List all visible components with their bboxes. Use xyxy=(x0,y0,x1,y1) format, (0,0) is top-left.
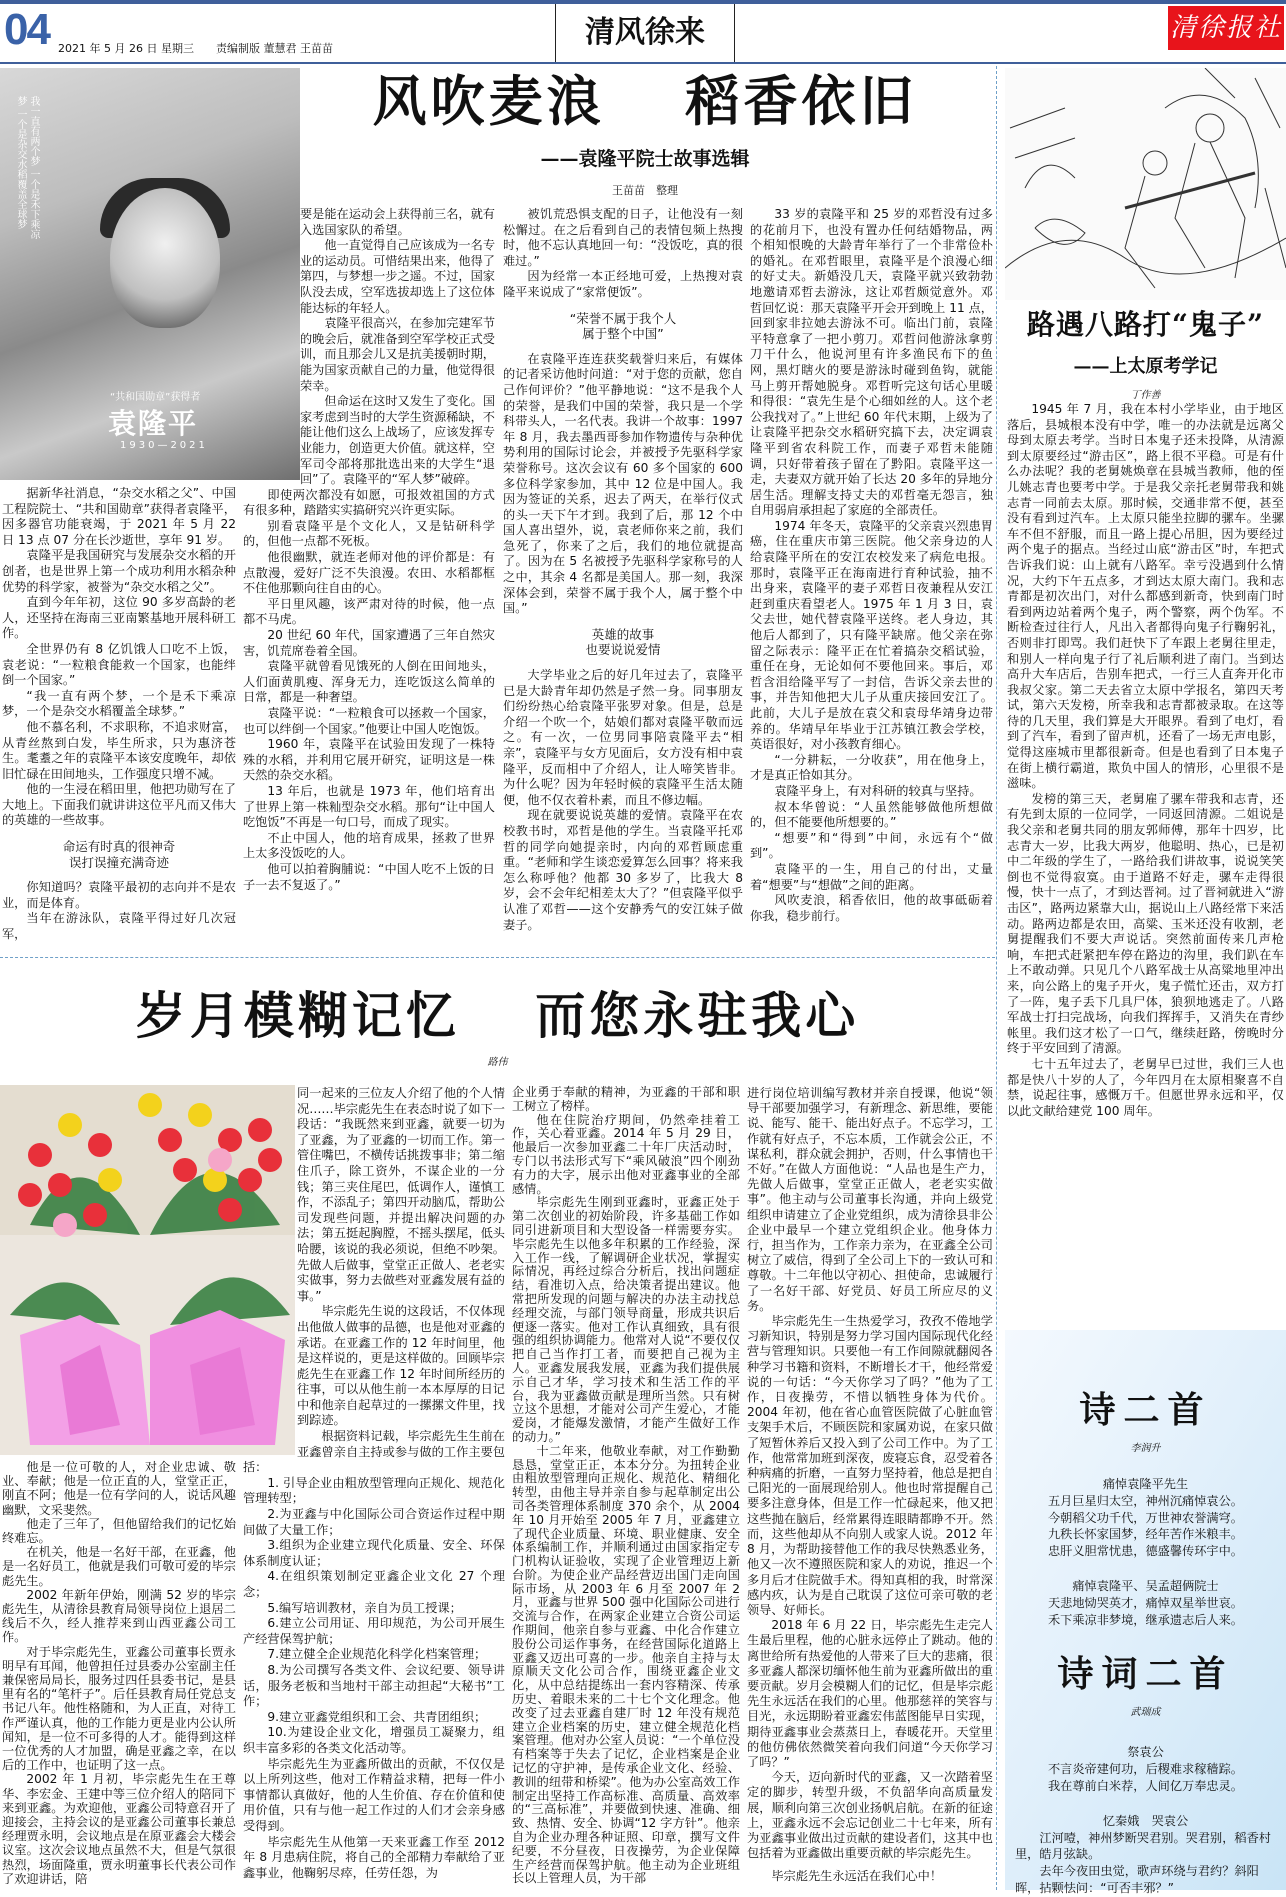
photo-quote: 我一直有两个梦 一个是禾下乘凉梦 一个是杂交水稻覆盖全球梦 xyxy=(15,96,39,240)
article1-column-4 xyxy=(750,207,993,924)
paragraph: 当年在游泳队，袁隆平得过好几次冠军， xyxy=(2,911,236,942)
paragraph: 2018 年 6 月 22 日，毕宗彪先生走完人生最后里程，他的心脏永远停止了跳动。他的离世给所有热爱他的人带来了巨大的悲痛，很多亚鑫人都深切缅怀他生前为亚鑫所做出的重要贡献。岁月会模糊人们的记忆，但是毕宗彪先生永远活在我们的心里。他那慈祥的笑容与目光，永远期盼着亚鑫宏伟蓝图能早日实现，期待亚鑫事业会蒸蒸日上，春暖花开。天堂里的他仿佛依然微笑着向我们问道“今天你学习了吗？” xyxy=(747,1618,993,1769)
paragraph: 根据资料记载，毕宗彪先生生前在亚鑫曾亲自主持或参与做的工作主要包括： xyxy=(243,1429,505,1475)
paragraph: 进行岗位培训编写教材并亲自授课，他说“领导干部要加强学习，有新理念、新思维，要能说、能写、能干、能出好点子。不忘学习，工作就有好点子，不忘本质，工作就会公正，不谋私利，群众就会拥护，否则，什么事情也干不好。”在做人方面他说：“人品也是生产力，先做人后做事，堂堂正正做人，老老实实做事”。他主动与公司董事长沟通，并向上级党组织申请建立了企业党组织，成为清徐县非公企业中最早一个建立党组织企业。他身体力行，担当作为，工作亲力亲为，在亚鑫全公司树立了威信，得到了全公司上下的一致认可和尊敬。十二年他以守初心、担使命，忠诚履行了一名好干部、好党员、好员工所应尽的义务。 xyxy=(747,1086,993,1313)
flower-bloom xyxy=(48,1173,72,1197)
paragraph: “我一直有两个梦，一个是禾下乘凉梦，一个是杂交水稻覆盖全球梦。” xyxy=(2,688,236,719)
paragraph: 在袁隆平连连获奖载誉归来后，有媒体的记者采访他时问道：“对于您的贡献，您自己作何评价？”他平静地说：“这不是我个人的荣誉，是我们中国的荣誉，我只是一个学科带头人，一名代表。我讲一个故事：1997 年 8 月，我去墨西哥参加作物遗传与杂种优势利用的国际讨论会，并被授予先驱科学家荣誉称号。这次会议有 60 多个国家的 600 多位科学家参加，其中 12 位是中国人。我因为签证的关系，迟去了两天，在举行仪式的头一天下午才到。我到了后，那 12 个中国人喜出望外，说，袁老师你来之前，我们急死了，你来了之后，我们的地位就提高了。因为在 5 名被授予先驱科学家称号的人之中，其余 4 名都是美国人。那一刻，我深深体会到，荣誉不属于我个人，属于整个中国。” xyxy=(503,351,743,616)
article1-title: 风吹麦浪 稻香依旧 xyxy=(372,69,918,133)
paragraph: 他一直觉得自己应该成为一名专业的运动员。可惜结果出来，他得了第四，与梦想一步之遥。不过，国家队没去成，空军选拔却选上了这位体能达标的年轻人。 xyxy=(300,238,496,315)
poem-line: 九秩长怀家国梦，经年苦作米粮丰。 xyxy=(1048,1527,1243,1542)
paragraph: 大学毕业之后的好几年过去了，袁隆平已是大龄青年却仍然是孑然一身。同事朋友们纷纷热心给袁隆平张罗对象。但是，总是介绍一个吹一个，姑娘们都对袁隆平敬而远之。有一次，一位男同事陪袁隆平去“相亲”，袁隆平与女方见面后，女方没有相中袁隆平，反而相中了介绍人，让人啼笑皆非。为什么呢？因为年轻时候的袁隆平生活太随便，他不仅衣着朴素，而且不修边幅。 xyxy=(503,668,743,807)
paragraph: 10.为建设企业文化，增强员工凝聚力，组织丰富多彩的各类文化活动等。 xyxy=(243,1725,505,1755)
paragraph: 他是一位可敬的人，对企业忠诚、敬业、奉献；他是一位正直的人，堂堂正正，刚直不阿；他是一位有学问的人，说话风趣幽默，文采斐然。 xyxy=(2,1460,236,1517)
flower-bloom xyxy=(188,1103,212,1127)
paragraph: 3.组织为企业建立现代化质量、安全、环保体系制度认证； xyxy=(243,1538,505,1568)
poem-title: 痛悼袁隆平先生 xyxy=(1102,1477,1189,1491)
poem-line: 忠肝义胆常忧患，德盛馨传环宇中。 xyxy=(1048,1544,1243,1559)
article1-subtitle: ——袁隆平院士故事选辑 xyxy=(540,148,750,170)
poem xyxy=(1005,1476,1286,1560)
poem xyxy=(1005,1578,1286,1628)
paragraph: 袁隆平就曾看见饿死的人倒在田间地头，人们面黄肌瘦、浑身无力，连吃饭这么简单的日常，都是一种奢望。 xyxy=(243,659,495,705)
poem-line: 天悲地恸哭英才，痛悼双星举世哀。 xyxy=(1048,1595,1243,1610)
subheading-line: 也要说说爱情 xyxy=(585,642,661,658)
paragraph: 6.建立公司用证、用印规范，为公司开展生产经营保驾护航； xyxy=(243,1616,505,1646)
article1-column-1 xyxy=(2,486,236,943)
paragraph: 十二年来，他敬业奉献，对工作勤勤恳恳，堂堂正正，本本分分。为扭转企业由粗放型管理向正规化、规范化、精细化转型，由他主导并亲自参与起草制定出公司各类管理体系制度 370 余个，从 2004 年 10 月开始至 2005 年 7 月，亚鑫建立了现代企业质量、环境、职业健康、安全体系编制工作，并顺利通过由国家指定专门机构认证验收，实现了企业管理迈上新台阶。为使企业产品经营迈出国门走向国际市场，从 2003 年 6 月至 2007 年 2 月，亚鑫与世界 500 强中化国际公司进行交流与合作，在两家企业建立合资公司运作期间，他亲自参与亚鑫、中化合作建立股份公司运作事务，在经营国际化道路上亚鑫又迈出可喜的一步。他亲自主持与太原顺天文化公司合作，围绕亚鑫企业文化，从中总结提练出一套内容精深、传承历史、着眼未来的二十七个文化理念。他改变了过去亚鑫自建厂时 12 年没有规范建立企业档案的历史，建立健全规范化档案管理。他对办公室人员说：“一个单位没有档案等于失去了记忆，企业档案是企业记忆的守护神，是传承企业文化、经验、教训的纽带和桥梁”。他为办公室高效工作制定出坚持工作高标准、高质量、高效率的“三高标准”，并要做到快速、准确、细致、热情、安全、协调“12 字方针”。他亲自为企业办理各种证照、印章，撰写文件纪要，不分昼夜，日夜操劳，为企业保障生产经营而保驾护航。他主动为企业班组长以上管理人员，为干部 xyxy=(512,1443,740,1886)
flower-bloom xyxy=(58,1113,82,1137)
paragraph: 在机关，他是一名好干部，在亚鑫，他是一名好员工，他就是我们可敬可爱的毕宗彪先生。 xyxy=(2,1545,236,1588)
newspaper-logo: 清徐报社 xyxy=(1168,6,1284,50)
poems2-author: 武瑞成 xyxy=(1130,1707,1161,1719)
paragraph: 别看袁隆平是个文化人，又是钻研科学的，但他一点都不死板。 xyxy=(243,518,495,549)
poem-line: 不言炎帝建何功，后稷难求稼穑踪。 xyxy=(1048,1762,1243,1777)
poem-line: 五月巨星归太空，神州沉痛悼袁公。 xyxy=(1048,1493,1243,1508)
article3-author: 丁作善 xyxy=(1130,390,1161,401)
photo-name: 袁隆平 xyxy=(108,407,199,440)
column-divider xyxy=(996,66,997,1890)
article1-author: 王苗苗 整理 xyxy=(612,184,678,197)
article1-column-2 xyxy=(243,207,495,893)
poems1-title: 诗二首 xyxy=(1079,1389,1212,1431)
sketch-image xyxy=(1005,68,1286,300)
flower-bloom xyxy=(203,1168,227,1192)
subheading-line: 命运有时真的很神奇 xyxy=(62,839,176,855)
flower-bloom xyxy=(18,1183,42,1207)
eighth-route-army-illustration xyxy=(1005,68,1286,300)
article2-column-3 xyxy=(512,1086,740,1886)
article2-column-1 xyxy=(2,1460,236,1886)
paragraph: 风吹麦浪，稻香依旧，他的故事砥砺着你我，稳步前行。 xyxy=(750,893,993,923)
flower-bloom xyxy=(98,1168,122,1192)
paragraph: 9.建立亚鑫党组织和工会、共青团组织； xyxy=(267,1709,487,1724)
dateline xyxy=(58,40,355,56)
article2-author: 路伟 xyxy=(487,1057,508,1068)
header-rule xyxy=(0,62,1286,64)
poetry-box xyxy=(1005,1330,1286,1895)
paragraph: 因为经常一本正经地可爱，上热搜对袁隆平来说成了“家常便饭”。 xyxy=(503,269,743,299)
paragraph: 1960 年，袁隆平在试验田发现了一株特殊的水稻，并利用它展开研究，证明这是一株天然的杂交水稻。 xyxy=(243,737,495,783)
section-title: 清风徐来 xyxy=(555,4,735,62)
paragraph: 他可以拍着胸脯说：“中国人吃不上饭的日子一去不复返了。” xyxy=(243,861,495,892)
paragraph: 1. 引导企业由粗放型管理向正规化、规范化管理转型； xyxy=(243,1475,505,1506)
poems2-list xyxy=(1005,1744,1286,1896)
paragraph: 同一起来的三位友人介绍了他的个人情况……毕宗彪先生在表态时说了如下一段话：“我既然来到亚鑫，就要一切为了亚鑫，为了亚鑫的一切而工作。第一管住嘴巴，不横传话挑拨事非；第二缩住爪子，除工资外，不谋企业的一分钱；第三夹住尾巴，低调作人，谨慎工作，不添乱子；第四开动脑瓜，帮助公司发现些问题，并提出解决问题的办法；第五挺起胸膛，不摇头摆尾，低头哈腰，该说的我必须说，但绝不吵架。先做人后做事，堂堂正正做人、老老实实做事，努力去做些对亚鑫发展有益的事。” xyxy=(297,1086,505,1303)
flower-bloom xyxy=(173,1158,197,1182)
paragraph: 现在就要说说英雄的爱情。袁隆平在农校教书时，邓哲是他的学生。当袁隆平托邓哲的同学向她提亲时，内向的邓哲顾虑重重。“老师和学生谈恋爱算怎么回事？将来我怎么称呼他？他都 30 多岁了，比我大 8 岁，会不会年纪相差太大了？”但袁隆平似乎认准了邓哲——这个安静秀气的安江妹子做妻子。 xyxy=(503,808,743,932)
paragraph: 七十五年过去了，老舅早已过世，我们三人也都是快八十岁的人了，今年四月在太原相聚喜不自禁，说起往事，感慨万千。但愿世界永远和平，仅以此文献给建党 100 周年。 xyxy=(1007,1056,1284,1118)
article1-column-3 xyxy=(503,207,743,933)
paragraph: 直到今年年初，这位 90 多岁高龄的老人，还坚持在海南三亚南繁基地开展科研工作。 xyxy=(2,595,236,641)
paragraph: 他不慕名利，不求职称，不追求财富，从青丝熬到白发，毕生所求，只为惠济苍生。耄耋之年的袁隆平本该安度晚年，却依旧忙碌在田间地头，工作强度只增不减。 xyxy=(2,719,236,781)
paragraph: 他在住院治疗期间，仍然牵挂着工作，关心着亚鑫。2014 年 5 月 29 日，他最后一次参加亚鑫二十年厂庆活动时，专门以书法形式写下“乘风破浪”四个刚劲有力的大字，展示出他对亚鑫事业的全部感情。 xyxy=(512,1112,740,1196)
article-divider xyxy=(0,957,995,958)
paragraph: 4.在组织策划制定亚鑫企业文化 27 个理念； xyxy=(243,1569,505,1599)
paragraph: 毕宗彪先生说的这段话，不仅体现出他做人做事的品德，也是他对亚鑫的承诺。在亚鑫工作的 12 年时间里，他是这样说的，更是这样做的。回顾毕宗彪先生在亚鑫工作 12 年时间所经历的往事，可以从他生前一本本厚厚的日记中和他亲自起草过的一摞摞文件里，找到踪迹。 xyxy=(297,1304,505,1428)
poem-line: 今朝稻父功千代，万世神农誉满穹。 xyxy=(1048,1510,1243,1525)
paragraph: 毕宗彪先生为亚鑫所做出的贡献，不仅仅是以上所列这些，他对工作精益求精，把每一件小事情都认真做好，他的人生价值、存在价值和使用价值，只有与他一起工作过的人们才会亲身感受得到。 xyxy=(243,1756,505,1833)
poem-line: 我在尊前白米荐，人间亿万奉忠灵。 xyxy=(1048,1778,1243,1793)
poem-line: 江河噎，神州梦断哭君别。哭君别，稻香村里，皓月弦缺。 xyxy=(1015,1830,1271,1862)
paragraph: 13 年后，也就是 1973 年，他们培育出了世界上第一株籼型杂交水稻。那句“让中国人吃饱饭”不再是一句口号，而成了现实。 xyxy=(243,783,495,830)
paragraph: 袁隆平说：“一粒粮食可以拯救一个国家，也可以绊倒一个国家。”他要让中国人吃饱饭。 xyxy=(243,706,495,736)
paragraph: 你知道吗？袁隆平最初的志向并不是农业，而是体育。 xyxy=(2,880,236,910)
paragraph: 他的一生浸在稻田里，他把功勋写在了大地上。下面我们就讲讲这位平凡而又伟大的英雄的一些故事。 xyxy=(2,782,236,828)
paragraph: 企业勇于奉献的精神，为亚鑫的干部和职工树立了榜样。 xyxy=(512,1085,740,1113)
poem-title: 忆秦娥 哭袁公 xyxy=(1102,1813,1189,1828)
subheading xyxy=(503,311,743,342)
paragraph: 发榜的第三天，老舅雇了骡车带我和志青，还有先到太原的一位同学，一同返回清源。二姐说是我父亲和老舅共同的朋友郭师傅，那年十四岁，比志青大一岁，比我大两岁，他聪明、热心，已是初中二年级的学生了，一路给我们讲故事，说说笑笑倒也不觉得寂寞。由于道路不好走，骡车走得很慢，快十一点了，才到达晋祠。过了晋祠就进入“游击区”，路两边紧靠大山，据说山上八路经常下来活动。路两边都是农田，高粱、玉米还没有收割，老舅提醒我们不要大声说话。突然前面传来几声枪响，车把式赶紧把车停在路边的沟里，我们趴在车上不敢动弹。只见几个八路军战士从高粱地里冲出来，向公路上的鬼子开火，鬼子慌忙还击，双方打了一阵，鬼子丢下几具尸体，狼狈地逃走了。八路军战士打扫完战场，向我们挥挥手，又消失在青纱帐里。我们这才松了一口气，继续赶路，傍晚时分终于平安回到了清源。 xyxy=(1007,791,1284,1056)
flower-bloom xyxy=(158,1128,182,1152)
poems1-list xyxy=(1005,1476,1286,1628)
paragraph: 2002 年 1 月初，毕宗彪先生在王尊华、李宏金、王建中等三位介绍人的陪同下来到亚鑫。为欢迎他，亚鑫公司特意召开了迎接会，主持会议的是亚鑫公司董事长兼总经理贾永明，会议地点是在原亚鑫会大楼会议室。这次会议地点虽然不大，但是气氛很热烈，场面隆重，贾永明董事长代表公司作了欢迎讲话，陪 xyxy=(2,1772,236,1886)
subheading-line: 英雄的故事 xyxy=(591,626,655,642)
paragraph: 他走了三年了，但他留给我们的记忆始终难忘。 xyxy=(2,1516,236,1546)
paragraph: 毕宗彪先生永远活在我们心中！ xyxy=(771,1869,943,1884)
editor-credit: 责编制版 董慧君 王苗苗 xyxy=(215,42,333,55)
poems2-title: 诗词二首 xyxy=(1057,1653,1234,1696)
paragraph: 袁隆平很高兴，在参加完建军节的晚会后，就准备到空军学校正式受训，而且那会儿又是抗美援朝时期，能为国家贡献自己的力量，他觉得很荣幸。 xyxy=(300,316,496,393)
flower-bloom xyxy=(88,1133,112,1157)
paragraph: 袁隆平的一生，用自己的付出，丈量着“想要”与“想做”之间的距离。 xyxy=(750,861,993,892)
image-wrap-spacer xyxy=(243,1086,297,1458)
photo-caption: “共和国勋章”获得者 xyxy=(110,392,201,403)
paragraph: 袁隆平是我国研究与发展杂交水稻的开创者，也是世界上第一个成功利用水稻杂种优势的科学家，被誉为“杂交水稻之父”。 xyxy=(2,548,236,594)
paragraph: 1945 年 7 月，我在本村小学毕业，由于地区落后，县城根本没有中学，唯一的办法就是远离父母到太原去考学。当时日本鬼子还未投降，从清源到太原要经过“游击区”，路上很不平稳。可是有什么办法呢？我的老舅姚焕章在县城当教师，他的侄儿姚志青也要考中学。于是我父亲托老舅带我和姚志青一同前去太原。那时候，交通非常不便，甚至没有看到过汽车。上太原只能坐拉脚的骡车。坐骡车不但不舒服，而且一路上提心吊胆，因为要经过两个鬼子的据点。当经过山底“游击区”时，车把式告诉我们说：山上就有八路军。幸亏没遇到什么情况，大约下午五点多，才到达太原大南门。我和志青都是初次出门，对什么都感到新奇，快到南门时看到两边站着两个鬼子，两个警察，两个伪军。不断检查过往行人，凡出入者都得向鬼子行鞠躬礼，否则非打即骂。我们赶快下了车跟上老舅往里走，和别人一样向鬼子行了礼后顺利进了南门。当到达高升大车店后，告别车把式，一行三人直奔开化市我叔父家。第二天去省立太原中学报名，第四天考试，第六天发榜，所幸我和志青都被录取。在这等待的几天里，我们算是大开眼界。看到了电灯，看到了汽车，看到了留声机，还看了一场无声电影，觉得这座城市里都很新奇。但是也看到了日本鬼子在街上横行霸道，欺负中国人的情形，心里很不是滋味。 xyxy=(1007,402,1284,791)
article3-title: 路遇八路打“鬼子” xyxy=(1026,308,1265,341)
paragraph: 毕宗彪先生从他第一天来亚鑫工作至 2012 年 8 月患病住院，将自己的全部精力奉献给了亚鑫事业，他鞠躬尽瘁，任劳任怨，为 xyxy=(243,1834,505,1880)
paragraph: 即使两次都没有如愿，可报效祖国的方式有很多种，踏踏实实搞研究兴许更实际。 xyxy=(243,487,495,518)
article2-column-4 xyxy=(747,1086,993,1885)
paragraph: 33 岁的袁隆平和 25 岁的邓哲没有过多的花前月下，也没有置办任何结婚物品，两个相知恨晚的大龄青年举行了一个非常俭朴的婚礼。在邓哲眼里，袁隆平是个浪漫心细的好丈夫。新婚没几天，袁隆平就兴致勃勃地邀请邓哲去游泳，这让邓哲颇觉意外。邓哲回忆说：那天袁隆平开会开到晚上 11 点，回到家非拉她去游泳不可。临出门前，袁隆平特意拿了一把小剪刀。邓哲问他游泳拿剪刀干什么，他说河里有许多渔民布下的鱼网，黑灯瞎火的要是游泳时碰到鱼钩，就能马上剪开帮她脱身。邓哲听完这句话心里暖和得很：“袁先生是个心细如丝的人。这个老公我找对了。”上世纪 60 年代末期，上级为了让袁隆平把杂交水稻研究搞下去，决定调袁隆平到省农科院工作，而妻子邓哲未能随调，只好带着孩子留在了黔阳。袁隆平这一走，夫妻双方就开始了长达 20 多年的异地分居生活。理解支持丈夫的邓哲毫无怨言，独自用弱肩承担起了家庭的全部责任。 xyxy=(750,207,993,518)
flower-bloom xyxy=(138,1093,162,1117)
poem-title: 祭袁公 xyxy=(1127,1745,1164,1760)
paragraph: 袁隆平身上，有对科研的较真与坚持。 xyxy=(774,783,982,798)
flower-bloom xyxy=(28,1143,52,1167)
poem-line: 去年今夜田虫觉，歌声环绕与君约？斜阳晖，拈颗怯问：“可否丰邪？” xyxy=(1015,1864,1259,1895)
paragraph: “一分耕耘，一分收获”，用在他身上，才是真正恰如其分。 xyxy=(750,752,993,783)
image-wrap-spacer xyxy=(243,207,300,483)
paragraph: 7.建立健全企业规范化科学化档案管理； xyxy=(267,1647,487,1662)
paragraph: 毕宗彪先生一生热爱学习，孜孜不倦地学习新知识，特别是努力学习国内国际现代化经营与管理知识。只要他一有工作间隙就翻阅各种学习书籍和资料，不断增长才干，他经常爱说的一句话：“今天你学习了吗？”他为了工作，日夜操劳，不惜以牺牲身体为代价。2004 年初，他在省心血管医院做了心脏血管支架手术后，不顾医院和家属劝说，在家只做了短暂休养后又投入到了公司工作中。为了工作，他常常加班到深夜，废寝忘食，忍受着各种病痛的折磨，一直努力坚持着，他总是把自己阳光的一面展现给别人。他也时常提醒自己要多注意身体，但是工作一忙碌起来，他又把这些抛在脑后，经常累得连眼睛都睁不开。然而，这些他却从不向别人或家人说。2012 年 8 月，为帮助接替他工作的我尽快熟悉业务，他又一次不遵照医院和家人的劝说，推迟一个多月后才住院做手术。得知真相的我，时常深感内疚，认为是自己耽误了这位可亲可敬的老领导、好师长。 xyxy=(747,1314,993,1617)
paragraph: 被饥荒恐惧支配的日子，让他没有一刻松懈过。在之后看到自己的表情包频上热搜时，他不忘认真地回一句：“没饭吃，真的很难过。” xyxy=(503,207,743,268)
paragraph: 2.为亚鑫与中化国际公司合资运作过程中期间做了大量工作； xyxy=(243,1507,505,1537)
subheading xyxy=(503,627,743,658)
paragraph: “想要”和“得到”中间，永远有个“做到”。 xyxy=(750,830,993,861)
article3-body xyxy=(1007,402,1284,1119)
paragraph: 2002 年新年伊始，刚满 52 岁的毕宗彪先生，从清徐县教育局领导岗位上退居二线后不久，经人推荐来到山西亚鑫公司工作。 xyxy=(2,1587,236,1645)
flower-bloom xyxy=(53,1213,77,1237)
poem xyxy=(1005,1744,1286,1794)
paragraph: 8.为公司撰写各类文件、会议纪要、领导讲话，服务老板和当地村干部主动担起“大秘书”工作； xyxy=(243,1662,505,1709)
poem xyxy=(1005,1813,1286,1897)
paragraph: 1974 年冬天，袁隆平的父亲袁兴烈患胃癌，住在重庆市第三医院。他父亲身边的人给袁隆平所在的安江农校发来了病危电报。那时，袁隆平正在海南进行育种试验，抽不出身来，袁隆平的妻子邓哲日夜兼程从安江赶到重庆看望老人。1975 年 1 月 3 日，袁父去世，她代替袁隆平送终。老人身边，其他后人都到了，只有隆平缺席。他父亲在弥留之际表示：隆平正在忙着搞杂交稻试验，重任在身，无论如何不要他回来。事后，邓哲含泪给隆平写了一封信，告诉父亲去世的事，并告知他把大儿子从重庆接回安江了。此前，大儿子是放在袁父和袁母华靖身边带养的。华靖早年毕业于江苏镇江教会学校，英语很好，对小孩教育细心。 xyxy=(750,518,993,752)
paragraph: 他很幽默，就连老师对他的评价都是：有点散漫，爱好广泛不失浪漫。农田、水稻都框不住他那颗向往自由的心。 xyxy=(243,550,495,596)
article3-subtitle: ——上太原考学记 xyxy=(1073,356,1218,377)
poem-line: 禾下乘凉非梦境，继承遗志后人来。 xyxy=(1048,1612,1243,1627)
poems1-author: 李润升 xyxy=(1130,1443,1161,1454)
paragraph: 全世界仍有 8 亿饥饿人口吃不上饭，袁老说：“一粒粮食能救一个国家，也能绊倒一个国家。” xyxy=(2,641,236,688)
flower-bloom xyxy=(208,1148,232,1172)
subheading xyxy=(2,839,236,870)
poem-title: 痛悼袁隆平、吴孟超俩院士 xyxy=(1072,1578,1219,1593)
paragraph: 叔本华曾说：“人虽然能够做他所想做的，但不能要他所想要的。” xyxy=(750,799,993,830)
flower-bloom xyxy=(218,1198,242,1222)
paragraph: 不止中国人，他的培育成果，拯救了世界上太多没饭吃的人。 xyxy=(243,830,495,861)
article2-title: 岁月模糊记忆 而您永驻我心 xyxy=(135,986,860,1045)
paragraph: 平日里风趣，该严肃对待的时候，他一点都不马虎。 xyxy=(243,596,495,627)
flower-bloom xyxy=(83,1203,107,1227)
paragraph: 20 世纪 60 年代，国家遭遇了三年自然灾害，饥荒席卷着全国。 xyxy=(243,628,495,658)
page-number: 04 xyxy=(4,5,49,54)
issue-date: 2021 年 5 月 26 日 星期三 xyxy=(58,42,194,55)
photo-face xyxy=(110,188,220,328)
paragraph: 要是能在运动会上获得前三名，就有入选国家队的希望。 xyxy=(300,207,495,237)
paragraph: 据新华社消息，“杂交水稻之父”、中国工程院院士、“共和国勋章”获得者袁隆平，因多器官功能衰竭，于 2021 年 5 月 22 日 13 点 07 分在长沙逝世，享年 91 岁。 xyxy=(2,486,236,547)
paragraph: 但命运在这时又发生了变化。国家考虑到当时的大学生资源稀缺，不能让他们这么上战场了，应该发挥专业能力，创造更大价值。就这样，空军司令部将那批选出来的大学生“退回”了。袁隆平的“军人梦”破碎。 xyxy=(300,394,496,487)
article2-column-2 xyxy=(243,1086,505,1881)
subheading-line: “荣誉不属于我个人 xyxy=(569,310,677,326)
subheading-line: 属于整个中国” xyxy=(582,326,664,342)
subheading-line: 误打误撞充满奇迹 xyxy=(68,854,169,870)
paragraph: 对于毕宗彪先生，亚鑫公司董事长贾永明早有耳闻，他曾担任过县委办公室副主任兼保密局局长，服务过四任县委书记，是县里有名的“笔杆子”。后任县教育局任党总支书记八年。他性格随和，为人正直，对待工作严谨认真，他的工作能力更是业内公认所闻知，是一位不可多得的人才。能得到这样一位优秀的人才加盟，确是亚鑫之幸，在以后的工作中，也证明了这一点。 xyxy=(2,1644,236,1773)
paragraph: 今天，迈向新时代的亚鑫，又一次踏着坚定的脚步，转型升级，不负韶华向高质量发展，顺利向第三次创业扬帆启航。在新的征途上，亚鑫永远不会忘记创业二十七年来，所有为亚鑫事业做出过贡献的建设者们，这其中也包括着为亚鑫做出重要贡献的毕宗彪先生。 xyxy=(747,1770,993,1861)
paragraph: 毕宗彪先生刚到亚鑫时，亚鑫正处于第二次创业的初始阶段，许多基础工作如同引进新项目和大型设备一样需要夯实。毕宗彪先生以他多年积累的工作经验，深入工作一线，了解调研企业状况，掌握实际情况，再经过综合分析后，找出问题症结，看准切入点，给决策者提出建议。他常把所发现的问题与解决的办法主动找总经理交流，与部门领导商量，形成共识后便逐一落实。他对工作认真细致，具有很强的组织协调能力。他常对人说“不要仅仅把自己当作打工者，而要把自己视为主人。亚鑫发展我发展，亚鑫为我们提供展示自己才华，学习技术和生活工作的平台，我为亚鑫做贡献是理所当然。只有树立这个思想，才能对公司产生爱心，才能爱岗，才能爆发激情，才能产生做好工作的动力。” xyxy=(512,1195,740,1444)
paragraph: 5.编写培训教材，亲自为员工授课； xyxy=(267,1600,462,1615)
photo-years: 1930—2021 xyxy=(120,440,208,451)
